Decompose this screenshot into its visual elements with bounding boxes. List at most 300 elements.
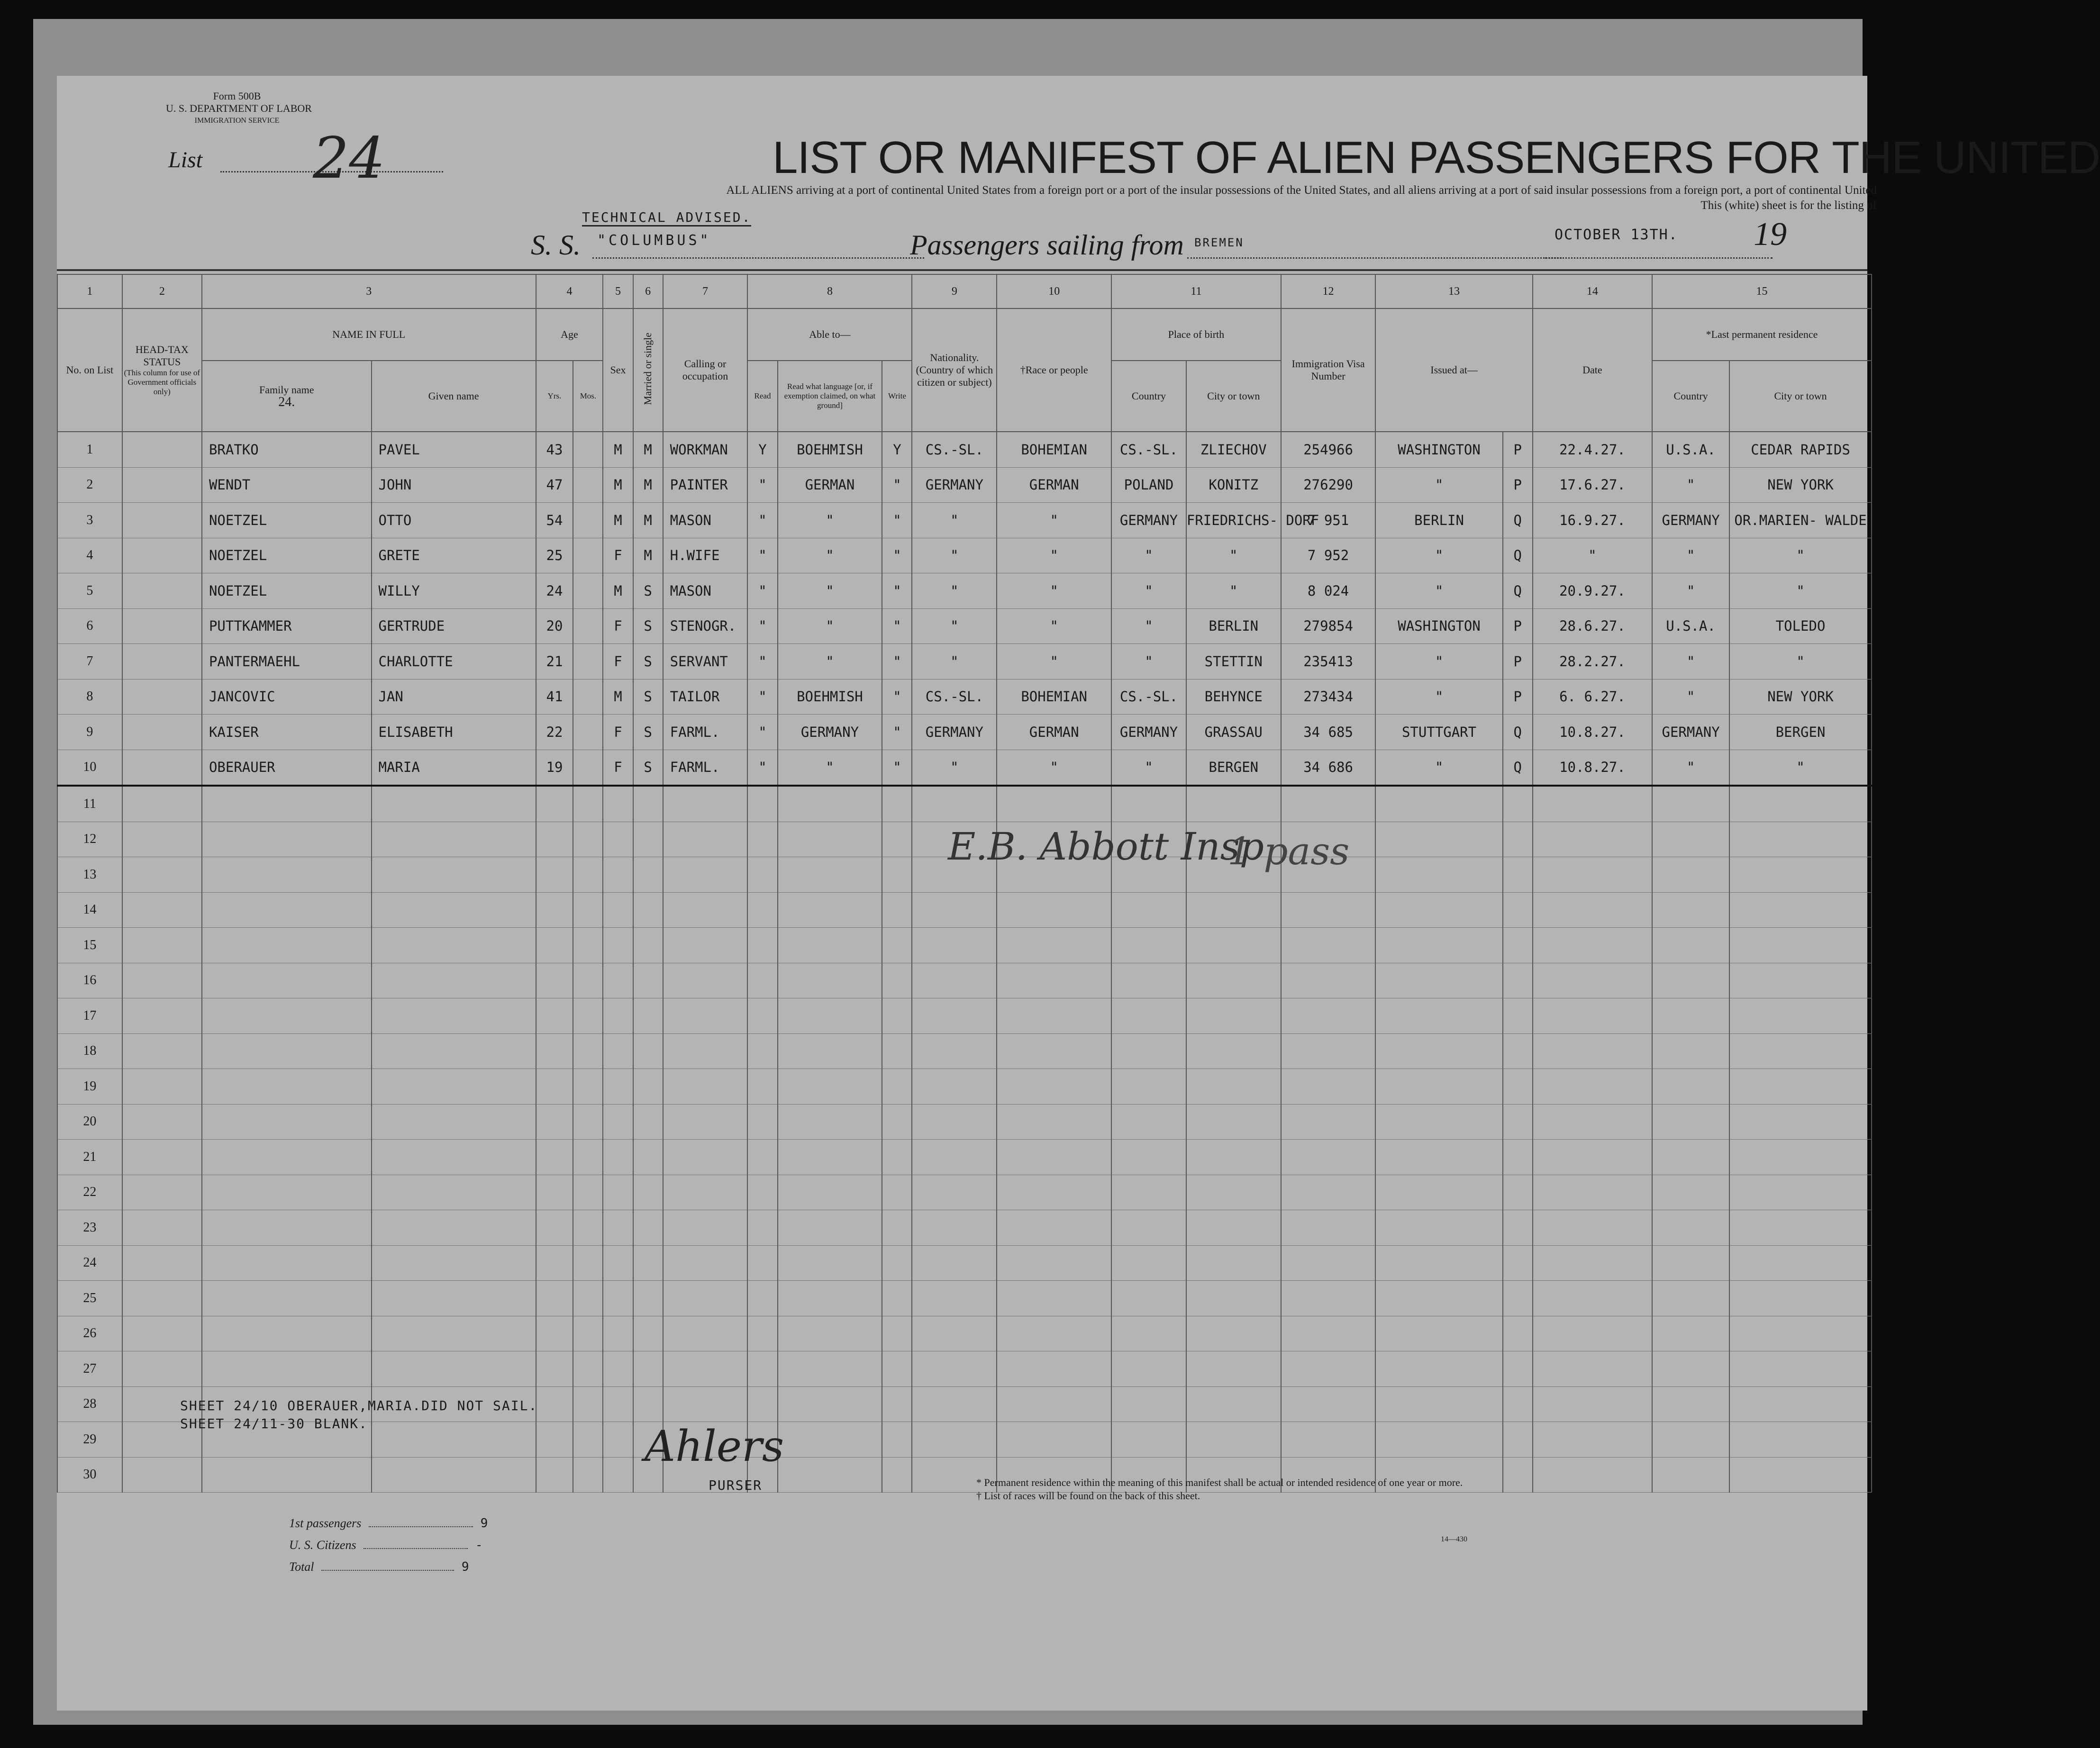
family-name-cell: JANCOVIC	[202, 679, 372, 715]
table-row	[57, 503, 1872, 538]
empty-cell	[882, 1351, 912, 1387]
can-read-cell: "	[747, 679, 777, 715]
empty-cell	[202, 857, 372, 893]
empty-cell	[1186, 786, 1281, 822]
empty-cell	[372, 928, 536, 963]
birth-country-cell: GERMANY	[1111, 503, 1186, 538]
header-row-1	[57, 308, 1872, 361]
empty-cell	[1729, 1175, 1872, 1210]
empty-cell	[1533, 1140, 1652, 1175]
visa-date-cell: "	[1533, 538, 1652, 573]
empty-cell	[1111, 1422, 1186, 1458]
row-number-cell: 29	[57, 1422, 122, 1458]
empty-cell	[912, 928, 997, 963]
empty-cell	[778, 1422, 882, 1458]
empty-cell	[778, 1140, 882, 1175]
empty-cell	[1652, 1457, 1729, 1493]
empty-cell	[1729, 1104, 1872, 1140]
empty-cell	[747, 822, 777, 857]
empty-cell	[1375, 1281, 1502, 1316]
read-language-cell: BOEHMISH	[778, 679, 882, 715]
header-birth-country: Country	[1111, 361, 1186, 432]
marital-status-cell: S	[633, 750, 663, 786]
can-read-cell: Y	[747, 432, 777, 467]
empty-cell	[1111, 1033, 1186, 1069]
empty-cell	[372, 1210, 536, 1246]
empty-cell	[997, 1175, 1111, 1210]
header-res-country: Country	[1652, 361, 1729, 432]
empty-cell	[912, 1281, 997, 1316]
header-nationality: Nationality. (Country of which citizen or subject)	[912, 308, 997, 432]
list-label: List	[168, 147, 203, 172]
empty-cell	[1375, 1210, 1502, 1246]
empty-cell	[202, 1245, 372, 1281]
table-row	[57, 1351, 1872, 1387]
table-row	[57, 1033, 1872, 1069]
empty-cell	[633, 1210, 663, 1246]
empty-cell	[122, 1245, 202, 1281]
empty-cell	[912, 1104, 997, 1140]
empty-cell	[536, 1175, 573, 1210]
occupation-cell: TAILOR	[663, 679, 748, 715]
empty-cell	[882, 928, 912, 963]
occupation-cell: FARML.	[663, 715, 748, 750]
birth-country-cell: GERMANY	[1111, 715, 1186, 750]
empty-cell	[1503, 1422, 1533, 1458]
empty-cell	[1111, 1351, 1186, 1387]
age-years-cell: 20	[536, 608, 573, 644]
empty-cell	[122, 1140, 202, 1175]
can-write-cell: "	[882, 608, 912, 644]
visa-date-cell: 10.8.27.	[1533, 715, 1652, 750]
empty-cell	[1111, 998, 1186, 1034]
empty-cell	[1729, 892, 1872, 928]
empty-cell	[882, 1281, 912, 1316]
empty-cell	[663, 892, 748, 928]
sex-cell: F	[603, 644, 633, 679]
empty-cell	[882, 1140, 912, 1175]
birth-country-cell: "	[1111, 538, 1186, 573]
header-birth-city: City or town	[1186, 361, 1281, 432]
empty-cell	[1281, 1140, 1376, 1175]
birth-country-cell: "	[1111, 750, 1186, 786]
table-row	[57, 928, 1872, 963]
empty-cell	[882, 1210, 912, 1246]
table-row	[57, 1457, 1872, 1493]
visa-issued-at-cell: "	[1375, 644, 1502, 679]
empty-cell	[1652, 1104, 1729, 1140]
empty-cell	[1375, 786, 1502, 822]
port-of-departure: BREMEN	[1194, 236, 1244, 249]
empty-cell	[372, 822, 536, 857]
empty-cell	[1533, 928, 1652, 963]
empty-cell	[1652, 1386, 1729, 1422]
visa-class-cell: Q	[1503, 538, 1533, 573]
table-row	[57, 538, 1872, 573]
empty-cell	[1111, 928, 1186, 963]
empty-cell	[1503, 1316, 1533, 1351]
empty-cell	[202, 963, 372, 998]
empty-cell	[1729, 928, 1872, 963]
empty-cell	[1652, 1245, 1729, 1281]
can-write-cell: "	[882, 715, 912, 750]
empty-cell	[778, 998, 882, 1034]
header-sex: Sex	[603, 308, 633, 432]
empty-cell	[603, 1175, 633, 1210]
empty-cell	[997, 998, 1111, 1034]
empty-cell	[573, 1351, 603, 1387]
empty-cell	[372, 1245, 536, 1281]
header-able-to: Able to—	[747, 308, 912, 361]
occupation-cell: H.WIFE	[663, 538, 748, 573]
empty-cell	[778, 786, 882, 822]
empty-cell	[747, 963, 777, 998]
empty-cell	[912, 1140, 997, 1175]
visa-issued-at-cell: "	[1375, 750, 1502, 786]
empty-cell	[1281, 1069, 1376, 1105]
row-number-cell: 27	[57, 1351, 122, 1387]
visa-date-cell: 10.8.27.	[1533, 750, 1652, 786]
empty-cell	[536, 963, 573, 998]
race-cell: "	[997, 750, 1111, 786]
empty-cell	[747, 1033, 777, 1069]
empty-cell	[997, 1033, 1111, 1069]
empty-cell	[1503, 928, 1533, 963]
can-read-cell: "	[747, 750, 777, 786]
empty-cell	[1533, 1281, 1652, 1316]
empty-cell	[202, 892, 372, 928]
empty-cell	[122, 1033, 202, 1069]
header-given-name: Given name	[372, 361, 536, 432]
row-number-cell: 7	[57, 644, 122, 679]
empty-cell	[747, 1140, 777, 1175]
empty-cell	[1652, 1210, 1729, 1246]
empty-cell	[573, 786, 603, 822]
empty-cell	[372, 1069, 536, 1105]
visa-number-cell: 7 952	[1281, 538, 1376, 573]
empty-cell	[573, 1104, 603, 1140]
empty-cell	[882, 1457, 912, 1493]
birth-city-cell: GRASSAU	[1186, 715, 1281, 750]
empty-cell	[122, 1316, 202, 1351]
empty-cell	[912, 998, 997, 1034]
empty-cell	[1729, 857, 1872, 893]
empty-cell	[1533, 1457, 1652, 1493]
empty-cell	[536, 857, 573, 893]
empty-cell	[1533, 1351, 1652, 1387]
read-language-cell: "	[778, 538, 882, 573]
empty-cell	[1375, 963, 1502, 998]
empty-cell	[603, 1033, 633, 1069]
empty-cell	[882, 1316, 912, 1351]
empty-cell	[778, 857, 882, 893]
empty-cell	[1729, 1316, 1872, 1351]
visa-date-cell: 28.2.27.	[1533, 644, 1652, 679]
empty-cell	[1111, 1069, 1186, 1105]
given-name-cell: CHARLOTTE	[372, 644, 536, 679]
birth-country-cell: POLAND	[1111, 467, 1186, 503]
empty-cell	[1503, 998, 1533, 1034]
occupation-cell: WORKMAN	[663, 432, 748, 467]
subtitle-line-2: This (white) sheet is for the listing of	[1700, 199, 1877, 212]
empty-cell	[1652, 786, 1729, 822]
family-name-cell: BRATKO	[202, 432, 372, 467]
empty-cell	[663, 1245, 748, 1281]
empty-cell	[122, 1457, 202, 1493]
col-number: 15	[1652, 274, 1872, 308]
empty-cell	[778, 822, 882, 857]
residence-country-cell: U.S.A.	[1652, 432, 1729, 467]
empty-cell	[603, 1245, 633, 1281]
empty-cell	[912, 1386, 997, 1422]
empty-cell	[1533, 1104, 1652, 1140]
empty-cell	[1729, 1351, 1872, 1387]
empty-cell	[202, 998, 372, 1034]
marital-status-cell: M	[633, 467, 663, 503]
residence-country-cell: "	[1652, 573, 1729, 609]
empty-cell	[1729, 1069, 1872, 1105]
empty-cell	[1652, 892, 1729, 928]
empty-cell	[536, 1457, 573, 1493]
empty-cell	[573, 963, 603, 998]
given-name-cell: GERTRUDE	[372, 608, 536, 644]
residence-country-cell: GERMANY	[1652, 715, 1729, 750]
empty-cell	[882, 892, 912, 928]
age-years-cell: 24	[536, 573, 573, 609]
empty-cell	[633, 1245, 663, 1281]
residence-country-cell: "	[1652, 750, 1729, 786]
empty-cell	[372, 857, 536, 893]
empty-cell	[747, 1104, 777, 1140]
table-row	[57, 1245, 1872, 1281]
header-calling: Calling or occupation	[663, 308, 748, 432]
empty-cell	[1281, 963, 1376, 998]
header-name-in-full: NAME IN FULL	[202, 308, 536, 361]
empty-cell	[778, 1104, 882, 1140]
empty-cell	[372, 1281, 536, 1316]
empty-cell	[603, 1210, 633, 1246]
empty-cell	[997, 1069, 1111, 1105]
manifest-rows	[57, 432, 1872, 1493]
occupation-cell: MASON	[663, 503, 748, 538]
empty-cell	[1652, 928, 1729, 963]
residence-country-cell: "	[1652, 538, 1729, 573]
col-number: 10	[997, 274, 1111, 308]
residence-country-cell: GERMANY	[1652, 503, 1729, 538]
given-name-cell: PAVEL	[372, 432, 536, 467]
empty-cell	[633, 1316, 663, 1351]
empty-cell	[1729, 822, 1872, 857]
sex-cell: F	[603, 715, 633, 750]
sex-cell: M	[603, 467, 633, 503]
footnote-residence: * Permanent residence within the meaning of this manifest shall be actual or intended residence of one year or more.	[976, 1476, 1463, 1488]
row-number-cell: 21	[57, 1140, 122, 1175]
empty-cell	[633, 1033, 663, 1069]
purser-note-line-1: SHEET 24/10 OBERAUER,MARIA.DID NOT SAIL.	[180, 1398, 538, 1413]
empty-cell	[372, 1316, 536, 1351]
empty-cell	[536, 1104, 573, 1140]
header-last-residence: *Last permanent residence	[1652, 308, 1872, 361]
table-row	[57, 1316, 1872, 1351]
list-number: 24	[313, 126, 385, 191]
empty-cell	[1503, 1281, 1533, 1316]
empty-cell	[536, 1140, 573, 1175]
age-months-cell	[573, 467, 603, 503]
empty-cell	[747, 857, 777, 893]
read-language-cell: GERMAN	[778, 467, 882, 503]
empty-cell	[372, 963, 536, 998]
head-tax-cell	[122, 432, 202, 467]
visa-class-cell: Q	[1503, 573, 1533, 609]
empty-cell	[882, 1069, 912, 1105]
visa-number-cell: 7 951	[1281, 503, 1376, 538]
empty-cell	[633, 1069, 663, 1105]
family-name-cell: WENDT	[202, 467, 372, 503]
empty-cell	[603, 1104, 633, 1140]
birth-country-cell: "	[1111, 608, 1186, 644]
empty-cell	[1503, 857, 1533, 893]
empty-cell	[1111, 786, 1186, 822]
visa-issued-at-cell: WASHINGTON	[1375, 432, 1502, 467]
empty-cell	[1375, 857, 1502, 893]
empty-cell	[997, 1245, 1111, 1281]
table-row	[57, 963, 1872, 998]
row-number-cell: 26	[57, 1316, 122, 1351]
empty-cell	[1533, 1422, 1652, 1458]
age-months-cell	[573, 538, 603, 573]
read-language-cell: "	[778, 503, 882, 538]
empty-cell	[372, 1175, 536, 1210]
header-family-name	[202, 361, 372, 432]
empty-cell	[912, 892, 997, 928]
visa-number-cell: 279854	[1281, 608, 1376, 644]
empty-cell	[1652, 1422, 1729, 1458]
residence-country-cell: "	[1652, 644, 1729, 679]
row-number-cell: 10	[57, 750, 122, 786]
empty-cell	[603, 892, 633, 928]
empty-cell	[1186, 1033, 1281, 1069]
col-number: 8	[747, 274, 912, 308]
head-tax-cell	[122, 679, 202, 715]
empty-cell	[603, 1316, 633, 1351]
row-number-cell: 1	[57, 432, 122, 467]
empty-cell	[603, 1140, 633, 1175]
empty-cell	[202, 1457, 372, 1493]
empty-cell	[912, 786, 997, 822]
age-years-cell: 43	[536, 432, 573, 467]
visa-number-cell: 276290	[1281, 467, 1376, 503]
totals-value: 9	[461, 1560, 469, 1574]
empty-cell	[1729, 1210, 1872, 1246]
empty-cell	[912, 1316, 997, 1351]
head-tax-cell	[122, 608, 202, 644]
empty-cell	[1652, 963, 1729, 998]
empty-cell	[778, 1316, 882, 1351]
given-name-cell: OTTO	[372, 503, 536, 538]
empty-cell	[997, 1386, 1111, 1422]
empty-cell	[202, 1210, 372, 1246]
empty-cell	[1533, 892, 1652, 928]
empty-cell	[1652, 1281, 1729, 1316]
can-write-cell: "	[882, 467, 912, 503]
empty-cell	[603, 1281, 633, 1316]
row-number-cell: 16	[57, 963, 122, 998]
empty-cell	[1729, 963, 1872, 998]
empty-cell	[1375, 928, 1502, 963]
visa-date-cell: 16.9.27.	[1533, 503, 1652, 538]
visa-class-cell: Q	[1503, 503, 1533, 538]
table-row	[57, 1281, 1872, 1316]
empty-cell	[747, 1351, 777, 1387]
ship-underline	[592, 257, 924, 259]
department-name: U. S. DEPARTMENT OF LABOR	[166, 102, 312, 114]
empty-cell	[663, 1104, 748, 1140]
typed-note: TECHNICAL ADVISED.	[582, 209, 751, 226]
empty-cell	[1533, 786, 1652, 822]
empty-cell	[633, 1175, 663, 1210]
residence-city-cell: OR.MARIEN- WALDE	[1729, 503, 1872, 538]
residence-city-cell: CEDAR RAPIDS	[1729, 432, 1872, 467]
empty-cell	[536, 1281, 573, 1316]
given-name-cell: WILLY	[372, 573, 536, 609]
empty-cell	[1652, 1351, 1729, 1387]
marital-status-cell: S	[633, 715, 663, 750]
sailing-year: 19	[1754, 216, 1787, 253]
empty-cell	[663, 1281, 748, 1316]
empty-cell	[122, 857, 202, 893]
empty-cell	[912, 1175, 997, 1210]
birth-country-cell: "	[1111, 644, 1186, 679]
empty-cell	[1533, 1069, 1652, 1105]
row-number-cell: 11	[57, 786, 122, 822]
age-years-cell: 21	[536, 644, 573, 679]
residence-country-cell: "	[1652, 467, 1729, 503]
empty-cell	[1375, 1069, 1502, 1105]
empty-cell	[1281, 786, 1376, 822]
marital-status-cell: S	[633, 573, 663, 609]
empty-cell	[1281, 1033, 1376, 1069]
empty-cell	[912, 1033, 997, 1069]
empty-cell	[1111, 1104, 1186, 1140]
empty-cell	[573, 857, 603, 893]
can-read-cell: "	[747, 538, 777, 573]
empty-cell	[202, 1351, 372, 1387]
empty-cell	[1503, 1175, 1533, 1210]
visa-date-cell: 22.4.27.	[1533, 432, 1652, 467]
visa-class-cell: P	[1503, 467, 1533, 503]
family-name-cell: OBERAUER	[202, 750, 372, 786]
occupation-cell: MASON	[663, 573, 748, 609]
empty-cell	[778, 963, 882, 998]
visa-issued-at-cell: STUTTGART	[1375, 715, 1502, 750]
marital-status-cell: M	[633, 432, 663, 467]
residence-city-cell: "	[1729, 750, 1872, 786]
service-name: IMMIGRATION SERVICE	[194, 117, 280, 125]
empty-cell	[663, 786, 748, 822]
empty-cell	[633, 857, 663, 893]
empty-cell	[882, 822, 912, 857]
empty-cell	[633, 928, 663, 963]
age-years-cell: 22	[536, 715, 573, 750]
given-name-cell: MARIA	[372, 750, 536, 786]
empty-cell	[1503, 786, 1533, 822]
empty-cell	[372, 1033, 536, 1069]
empty-cell	[882, 1422, 912, 1458]
header-issued-at: Issued at—	[1375, 308, 1532, 432]
race-cell: "	[997, 644, 1111, 679]
empty-cell	[747, 1175, 777, 1210]
empty-cell	[536, 822, 573, 857]
